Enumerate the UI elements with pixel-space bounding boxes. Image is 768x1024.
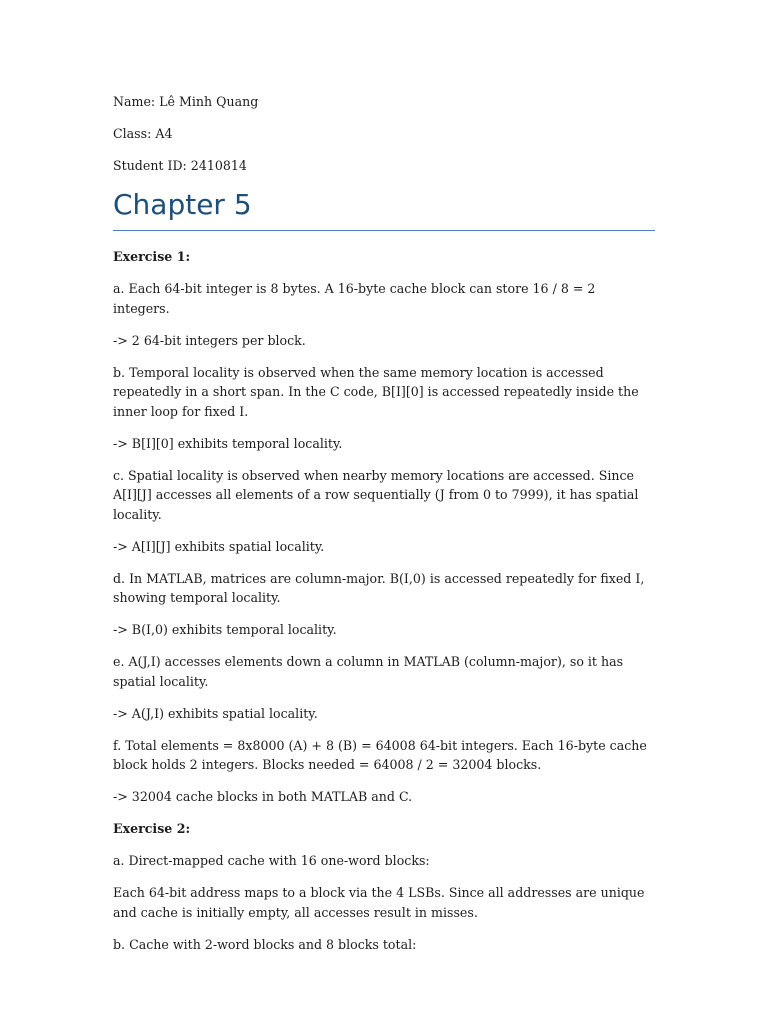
student-name: Name: Lê Minh Quang	[113, 94, 259, 109]
chapter-title: Chapter 5	[113, 188, 655, 231]
exercise-1-part-f: f. Total elements = 8x8000 (A) + 8 (B) = 64008 64-bit integers. Each 16-byte cache block holds 2 integers. Blocks needed = 64008 / 2 = 32004 blocks.	[113, 737, 647, 772]
exercise-2-title: Exercise 2:	[113, 821, 191, 836]
exercise-2-part-b: b. Cache with 2-word blocks and 8 blocks total:	[113, 936, 417, 952]
exercise-1-part-f-answer: -> 32004 cache blocks in both MATLAB and C.	[113, 789, 413, 804]
student-class: Class: A4	[113, 126, 173, 141]
heading-spacer	[113, 231, 655, 247]
exercise-1-part-e-answer: -> A(J,I) exhibits spatial locality.	[113, 705, 318, 721]
document-body	[113, 92, 655, 967]
exercise-1-part-a-answer: -> 2 64-bit integers per block.	[113, 332, 306, 348]
exercise-1-part-b: b. Temporal locality is observed when the same memory location is accessed repeatedly in a short span. In the C code, B[I][0] is accessed repeatedly inside the inner loop for fixed I.	[113, 364, 639, 419]
exercise-2-part-a-detail: Each 64-bit address maps to a block via the 4 LSBs. Since all addresses are unique and cache is initially empty, all accesses result in misses.	[113, 885, 645, 920]
exercise-2-part-a: a. Direct-mapped cache with 16 one-word blocks:	[113, 853, 430, 868]
exercise-1-part-b-answer: -> B[I][0] exhibits temporal locality.	[113, 435, 343, 451]
exercise-1-title: Exercise 1:	[113, 249, 191, 264]
exercise-1-part-c-answer: -> A[I][J] exhibits spatial locality.	[113, 538, 325, 554]
exercise-1-part-e: e. A(J,I) accesses elements down a column in MATLAB (column-major), so it has spatial locality.	[113, 654, 624, 689]
student-id: Student ID: 2410814	[113, 158, 247, 173]
exercise-1-part-a: a. Each 64-bit integer is 8 bytes. A 16-byte cache block can store 16 / 8 = 2 integers.	[113, 281, 596, 316]
exercise-1-part-d-answer: -> B(I,0) exhibits temporal locality.	[113, 622, 337, 637]
exercise-1-part-c: c. Spatial locality is observed when nearby memory locations are accessed. Since A[I][J] accesses all elements of a row sequentially (J from 0 to 7999), it has spatial locality.	[113, 467, 639, 522]
exercise-1-part-d: d. In MATLAB, matrices are column-major. B(I,0) is accessed repeatedly for fixed I, showing temporal locality.	[113, 570, 645, 605]
